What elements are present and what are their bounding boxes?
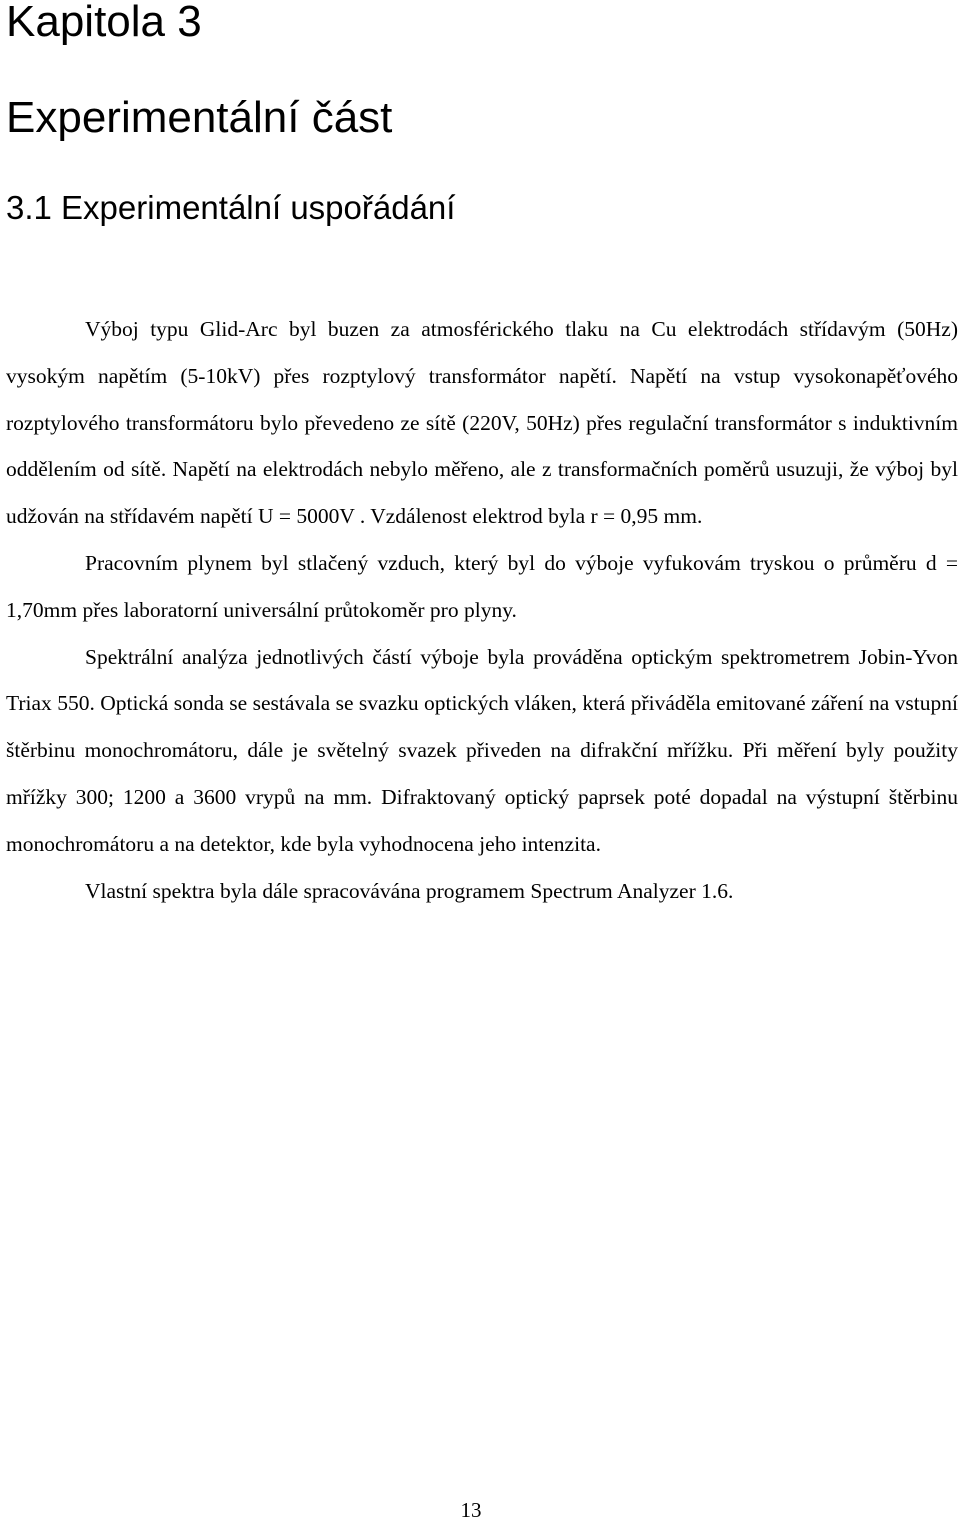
paragraph-spectra-processing: Vlastní spektra byla dále spracovávána programem Spectrum Analyzer 1.6.: [85, 878, 734, 903]
section-title: 3.1 Experimentální uspořádání: [6, 189, 456, 226]
chapter-title: Experimentální část: [6, 93, 393, 142]
paragraph-working-gas: Pracovním plynem byl stlačený vzduch, který byl do výboje vyfukovám tryskou o průměru d = 1,70mm přes laboratorní universální průtokoměr pro plyny.: [6, 550, 958, 622]
paragraph-discharge-setup: Výboj typu Glid-Arc byl buzen za atmosférického tlaku na Cu elektrodách střídavým (50Hz) vysokým napětím (5-10kV) přes rozptylový transformátor napětí. Napětí na vstup vysokonapěťového rozptylového transformátoru bylo převedeno ze sítě (220V, 50Hz) přes regulační transformátor s induktivním oddělením od sítě. Napětí na elektrodách nebylo měřeno, ale z transformačních poměrů usuzuji, že výboj byl udžován na střídavém napětí U = 5000V . Vzdálenost elektrod byla r = 0,95 mm.: [6, 317, 958, 529]
chapter-label: Kapitola 3: [6, 0, 202, 46]
body-text: [6, 306, 958, 914]
paragraph-spectral-analysis: Spektrální analýza jednotlivých částí výboje byla prováděna optickým spektrometrem Jobin-Yvon Triax 550. Optická sonda se sestávala se svazku optických vláken, která přiváděla emitované záření na vstupní štěrbinu monochromátoru, dále je světelný svazek přiveden na difrakční mřížku. Při měření byly použity mřížky 300; 1200 a 3600 vrypů na mm. Difraktovaný optický paprsek poté dopadal na výstupní štěrbinu monochromátoru a na detektor, kde byla vyhodnocena jeho intenzita.: [6, 644, 958, 856]
page-number: 13: [460, 1498, 482, 1522]
